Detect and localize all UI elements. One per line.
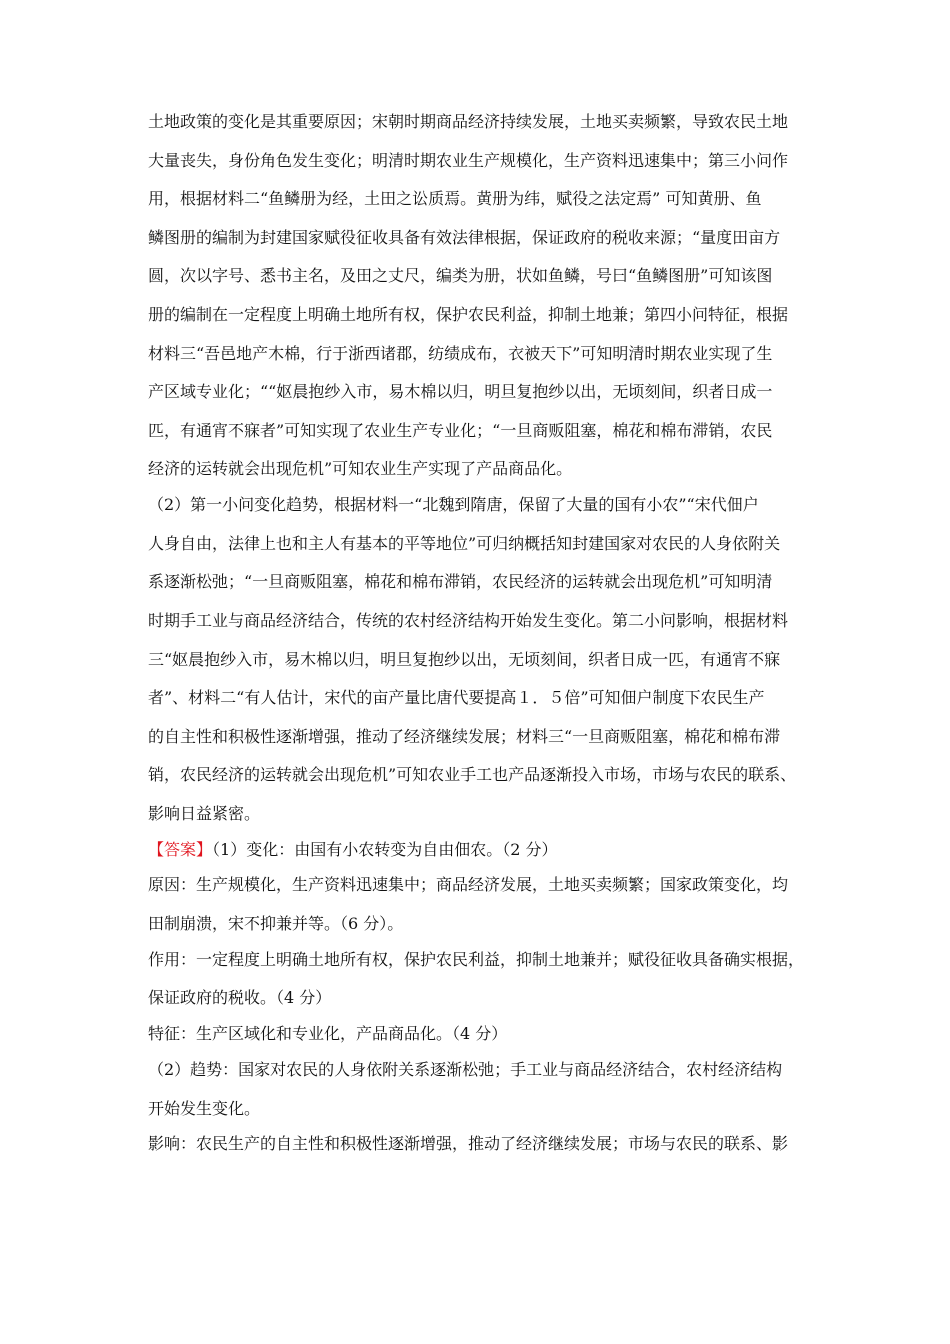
text-line: 册的编制在一定程度上明确土地所有权，保护农民利益，抑制土地兼；第四小问特征，根据 — [148, 304, 789, 324]
answer-change: （1）变化：由国有小农转变为自由佃农。（2 分） — [212, 839, 558, 859]
text-line: 销，农民经济的运转就会出现危机”可知农业手工也产品逐渐投入市场，市场与农民的联系、 — [148, 765, 797, 785]
text-line: 影响日益紧密。 — [148, 803, 261, 823]
text-line: 者”、材料二“有人估计，宋代的亩产量比唐代要提高１．５倍”可知佃户制度下农民生产 — [148, 688, 765, 708]
answer-section — [148, 836, 828, 1159]
answer-impact-line: 影响：农民生产的自主性和积极性逐渐增强，推动了经济继续发展；市场与农民的联系、影 — [148, 1134, 789, 1154]
text-line: 经济的运转就会出现危机”可知农业生产实现了产品商品化。 — [148, 459, 573, 479]
answer-function-line: 保证政府的税收。（4 分） — [148, 988, 332, 1008]
document-page — [148, 108, 828, 1158]
text-line: （2）第一小问变化趋势，根据材料一“北魏到隋唐，保留了大量的国有小农”“宋代佃户 — [148, 495, 759, 515]
text-line: 系逐渐松弛；“一旦商贩阻塞，棉花和棉布滞销，农民经济的运转就会出现危机”可知明清 — [148, 572, 773, 592]
answer-trend-line: 开始发生变化。 — [148, 1098, 261, 1118]
answer-function-line: 作用：一定程度上明确土地所有权，保护农民利益，抑制土地兼并；赋役征收具备确实根据， — [148, 949, 805, 969]
analysis-part1 — [148, 108, 828, 483]
answer-heading-line — [148, 836, 828, 864]
text-line: 的自主性和积极性逐渐增强，推动了经济继续发展；材料三“一旦商贩阻塞，棉花和棉布滞 — [148, 726, 781, 746]
analysis-part2 — [148, 491, 828, 828]
text-line: 人身自由，法律上也和主人有基本的平等地位”可归纳概括知封建国家对农民的人身依附关 — [148, 533, 781, 553]
answer-reason-line: 田制崩溃，宋不抑兼并等。（6 分）。 — [148, 914, 404, 934]
text-line: 用，根据材料二“鱼鳞册为经，土田之讼质焉。黄册为纬，赋役之法定焉” 可知黄册、鱼 — [148, 189, 762, 209]
answer-reason-line: 原因：生产规模化，生产资料迅速集中；商品经济发展，土地买卖频繁；国家政策变化，均 — [148, 875, 789, 895]
text-line: 三“妪晨抱纱入市，易木棉以归，明旦复抱纱以出，无顷刻间，织者日成一匹，有通宵不寐 — [148, 649, 781, 669]
text-line: 鳞图册的编制为封建国家赋役征收具备有效法律根据，保证政府的税收来源；“量度田亩方 — [148, 227, 781, 247]
text-line: 匹，有通宵不寐者”可知实现了农业生产专业化；“一旦商贩阻塞，棉花和棉布滞销，农民 — [148, 420, 773, 440]
text-line: 土地政策的变化是其重要原因；宋朝时期商品经济持续发展，土地买卖频繁，导致农民土地 — [148, 112, 789, 131]
text-line: 大量丧失，身份角色发生变化；明清时期农业生产规模化，生产资料迅速集中；第三小问作 — [148, 150, 789, 170]
text-line: 时期手工业与商品经济结合，传统的农村经济结构开始发生变化。第二小问影响，根据材料 — [148, 610, 789, 630]
answer-trend-line: （2）趋势：国家对农民的人身依附关系逐渐松弛；手工业与商品经济结合，农村经济结构 — [148, 1060, 783, 1080]
answer-tag: 【答案】 — [148, 839, 213, 859]
text-line: 材料三“吾邑地产木棉，行于浙西诸郡，纺绩成布，衣被天下”可知明清时期农业实现了生 — [148, 343, 773, 363]
answer-feature-line: 特征：生产区域化和专业化，产品商品化。（4 分） — [148, 1024, 508, 1044]
text-line: 产区域专业化；““妪晨抱纱入市，易木棉以归，明旦复抱纱以出，无顷刻间，织者日成一 — [148, 382, 773, 402]
text-line: 圆，次以字号、悉书主名，及田之丈尺，编类为册，状如鱼鳞，号曰“鱼鳞图册”可知该图 — [148, 266, 773, 286]
